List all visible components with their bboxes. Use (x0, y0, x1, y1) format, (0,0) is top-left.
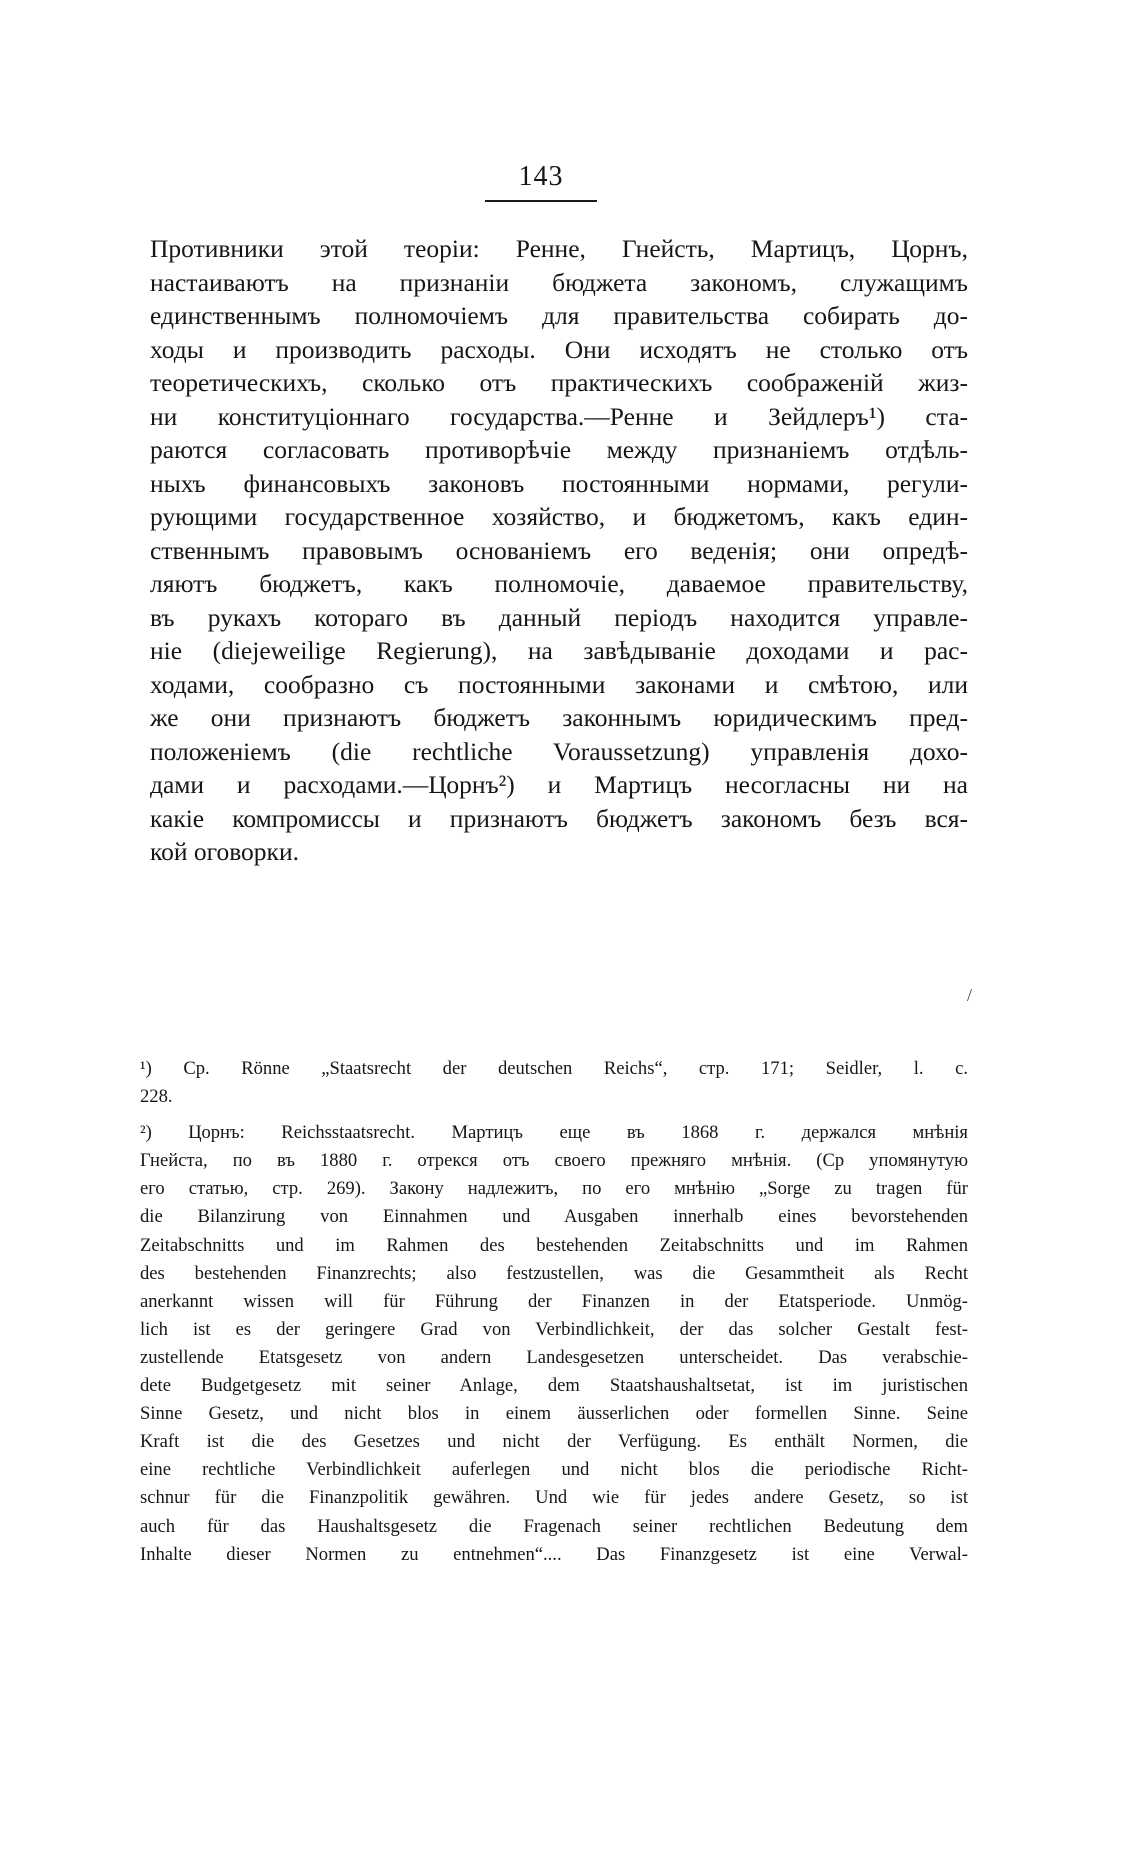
paragraph-line: какіе компромиссы и признаютъ бюджетъ закономъ безъ вся- (150, 803, 968, 833)
footnotes (140, 1055, 968, 1569)
main-paragraph (150, 232, 968, 869)
page-number: 143 (518, 161, 564, 192)
footnote-line: die Bilanzirung von Einnahmen und Ausgaben innerhalb eines bevorstehenden (140, 1206, 968, 1228)
footnote-line: lich ist es der geringere Grad von Verbindlichkeit, der das solcher Gestalt fest- (140, 1318, 968, 1340)
paragraph-line: Противники этой теоріи: Ренне, Гнейсть, Мартицъ, Цорнъ, (150, 234, 968, 263)
footnote-line: Inhalte dieser Normen zu entnehmen“.... Das Finanzgesetz ist eine Verwal- (140, 1543, 968, 1565)
paragraph-line: теоретическихъ, сколько отъ практическихъ соображеній жиз- (150, 368, 968, 397)
paragraph-line: рующими государственное хозяйство, и бюджетомъ, какъ един- (150, 502, 968, 531)
footnote-line: eine rechtliche Verbindlichkeit auferlegen und nicht blos die periodische Richt- (140, 1459, 968, 1481)
footnote-line: dete Budgetgesetz mit seiner Anlage, dem Staatshaushaltsetat, ist im juristischen (140, 1375, 968, 1397)
paragraph-line: раются согласовать противорѣчіе между признаніемъ отдѣль- (150, 435, 968, 464)
footnote-line: anerkannt wissen will für Führung der Finanzen in der Etatsperiode. Unmög- (140, 1290, 968, 1312)
footnote-line: 228. (140, 1086, 173, 1108)
page-header (485, 160, 597, 202)
footnote-line: des bestehenden Finanzrechts; also festzustellen, was die Gesammtheit als Recht (140, 1262, 968, 1284)
footnote-line: Sinne Gesetz, und nicht blos in einem äusserlichen oder formellen Sinne. Seine (140, 1403, 968, 1425)
footnote-1 (140, 1055, 968, 1111)
footnote-line: ²) Цорнъ: Reichsstaatsrecht. Мартицъ еще въ 1868 г. держался мнѣнія (140, 1122, 968, 1144)
paragraph-line: ляютъ бюджетъ, какъ полномочіе, даваемое правительству, (150, 569, 968, 598)
margin-mark: / (967, 985, 973, 1005)
paragraph-line: положеніемъ (die rechtliche Voraussetzung) управленія дохо- (150, 736, 968, 766)
footnote-line: zustellende Etatsgesetz von andern Landesgesetzen unterscheidet. Das verabschie- (140, 1346, 968, 1368)
footnote-line: ¹) Ср. Rönne „Staatsrecht der deutschen Reichs“, стр. 171; Seidler, l. c. (140, 1058, 968, 1079)
footnote-2 (140, 1119, 968, 1569)
footnote-line: auch für das Haushaltsgesetz die Fragenach seiner rechtlichen Bedeutung dem (140, 1515, 968, 1537)
paragraph-line: ныхъ финансовыхъ законовъ постоянными нормами, регули- (150, 468, 968, 498)
paragraph-line: дами и расходами.—Цорнъ²) и Мартицъ несогласны ни на (150, 770, 968, 799)
footnote-gap (140, 1111, 968, 1119)
footnote-line: Kraft ist die des Gesetzes und nicht der Verfügung. Es enthält Normen, die (140, 1431, 968, 1453)
paragraph-line: кой оговорки. (150, 837, 299, 866)
paragraph-line: же они признаютъ бюджетъ законнымъ юридическимъ пред- (150, 703, 968, 732)
paragraph-line: ственнымъ правовымъ основаніемъ его веденія; они опредѣ- (150, 535, 968, 565)
paragraph-line: настаиваютъ на признаніи бюджета закономъ, служащимъ (150, 267, 968, 297)
paragraph-line: единственнымъ полномочіемъ для правительства собирать до- (150, 301, 968, 330)
paragraph-line: ходы и производить расходы. Они исходятъ не столько отъ (150, 334, 968, 364)
paragraph-line: въ рукахъ котораго въ данный періодъ находится управле- (150, 602, 968, 632)
footnote-line: Zeitabschnitts und im Rahmen des bestehenden Zeitabschnitts und im Rahmen (140, 1234, 968, 1256)
footnote-line: schnur für die Finanzpolitik gewähren. Und wie für jedes andere Gesetz, so ist (140, 1487, 968, 1509)
paragraph-line: ходами, сообразно съ постоянными законами и смѣтою, или (150, 669, 968, 699)
paragraph-line: ни конституціоннаго государства.—Ренне и Зейдлеръ¹) ста- (150, 401, 968, 431)
paragraph-line: ніе (diejeweilige Regierung), на завѣдываніе доходами и рас- (150, 636, 968, 665)
footnote-line: Гнейста, по въ 1880 г. отрекся отъ своего прежняго мнѣнія. (Ср упомянутую (140, 1150, 968, 1172)
footnote-line: его статью, стр. 269). Закону надлежитъ, по его мнѣнію „Sorge zu tragen für (140, 1178, 968, 1200)
header-rule (485, 200, 597, 202)
